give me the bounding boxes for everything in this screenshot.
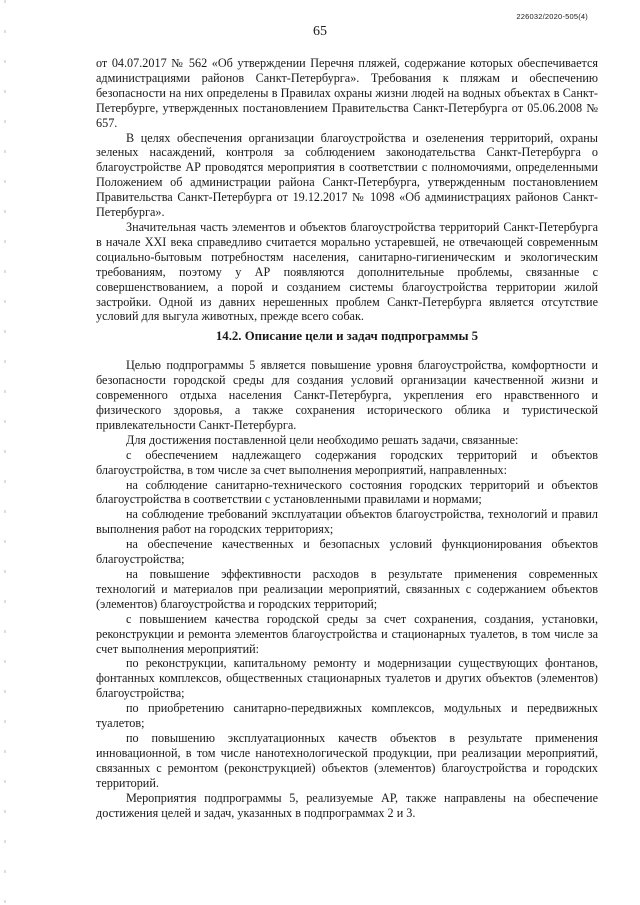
document-registration-code: 226032/2020-505(4) [516, 12, 588, 21]
list-item: на обеспечение качественных и безопасных условий функционирования объектов благоустройства; [96, 537, 598, 567]
scan-margin-marks [4, 0, 6, 905]
list-item: на соблюдение требований эксплуатации объектов благоустройства, технологий и правил выполнения работ на городских территориях; [96, 507, 598, 537]
page-number: 65 [313, 24, 327, 39]
paragraph-continuation: от 04.07.2017 № 562 «Об утверждении Перечня пляжей, содержание которых обеспечивается администрациями районов Санкт-Петербурга». Требования к пляжам и обеспечению безопасности на них определены в Правилах охраны жизни людей на водных объектах в Санкт-Петербурге, утвержденных постановлением Правительства Санкт-Петербурга от 05.06.2008 № 657. [96, 56, 598, 130]
list-item: по повышению эксплуатационных качеств объектов в результате применения инновационной, в том числе нанотехнологической продукции, при реализации мероприятий, связанных с ремонтом (реконструкцией) объектов (элементов) благоустройства и городских территорий. [96, 730, 598, 790]
paragraph: В целях обеспечения организации благоустройства и озеленения территорий, охраны зеленых насаждений, контроля за соблюдением законодательства Санкт-Петербурга о благоустройстве АР проводятся мероприятия в соответствии с полномочиями, определенными Положением об администрации района Санкт-Петербурга, утвержденным постановлением Правительства Санкт-Петербурга от 19.12.2017 № 1098 «Об администрациях районов Санкт-Петербурга». [96, 130, 598, 220]
paragraph: Для достижения поставленной цели необходимо решать задачи, связанные: [126, 432, 519, 447]
document-body [96, 56, 598, 820]
paragraph: Значительная часть элементов и объектов благоустройства территорий Санкт-Петербурга в начале XXI века справедливо считается морально устаревшей, не отвечающей современным социально-бытовым потребностям населения, санитарно-гигиеническим и экологическим требованиям, поэтому у АР появляются дополнительные проблемы, связанные с совершенствованием, а порой и созданием системы благоустройства территории жилой застройки. Одной из давних нерешенных проблем Санкт-Петербурга является отсутствие условий для выгула животных, прежде всего собак. [96, 219, 598, 324]
list-item: на повышение эффективности расходов в результате применения современных технологий и материалов при реализации мероприятий, связанных с содержанием объектов (элементов) благоустройства и городских территорий; [96, 567, 598, 611]
list-item: с обеспечением надлежащего содержания городских территорий и объектов благоустройства, в том числе за счет выполнения мероприятий, направленных: [96, 447, 598, 477]
paragraph: Мероприятия подпрограммы 5, реализуемые АР, также направлены на обеспечение достижения целей и задач, указанных в подпрограммах 2 и 3. [96, 790, 598, 820]
list-item: с повышением качества городской среды за счет сохранения, создания, установки, реконструкции и ремонта элементов благоустройства и стационарных туалетов, в том числе за счет выполнения мероприятий: [96, 611, 598, 656]
paragraph: Целью подпрограммы 5 является повышение уровня благоустройства, комфортности и безопасности городской среды для создания условий организации качественной жизни и современного отдыха населения Санкт-Петербурга, укрепления его нравственного и физического здоровья, а также сохранения исторического облика и туристической привлекательности Санкт-Петербурга. [96, 358, 598, 432]
list-item: по реконструкции, капитальному ремонту и модернизации существующих фонтанов, фонтанных комплексов, общественных стационарных туалетов и других объектов (элементов) благоустройства; [96, 656, 598, 701]
section-heading: 14.2. Описание цели и задач подпрограммы 5 [215, 329, 479, 344]
list-item: по приобретению санитарно-передвижных комплексов, модульных и передвижных туалетов; [96, 701, 598, 731]
list-item: на соблюдение санитарно-технического состояния городских территорий и объектов благоустройства в соответствии с установленными правилами и нормами; [96, 477, 598, 507]
